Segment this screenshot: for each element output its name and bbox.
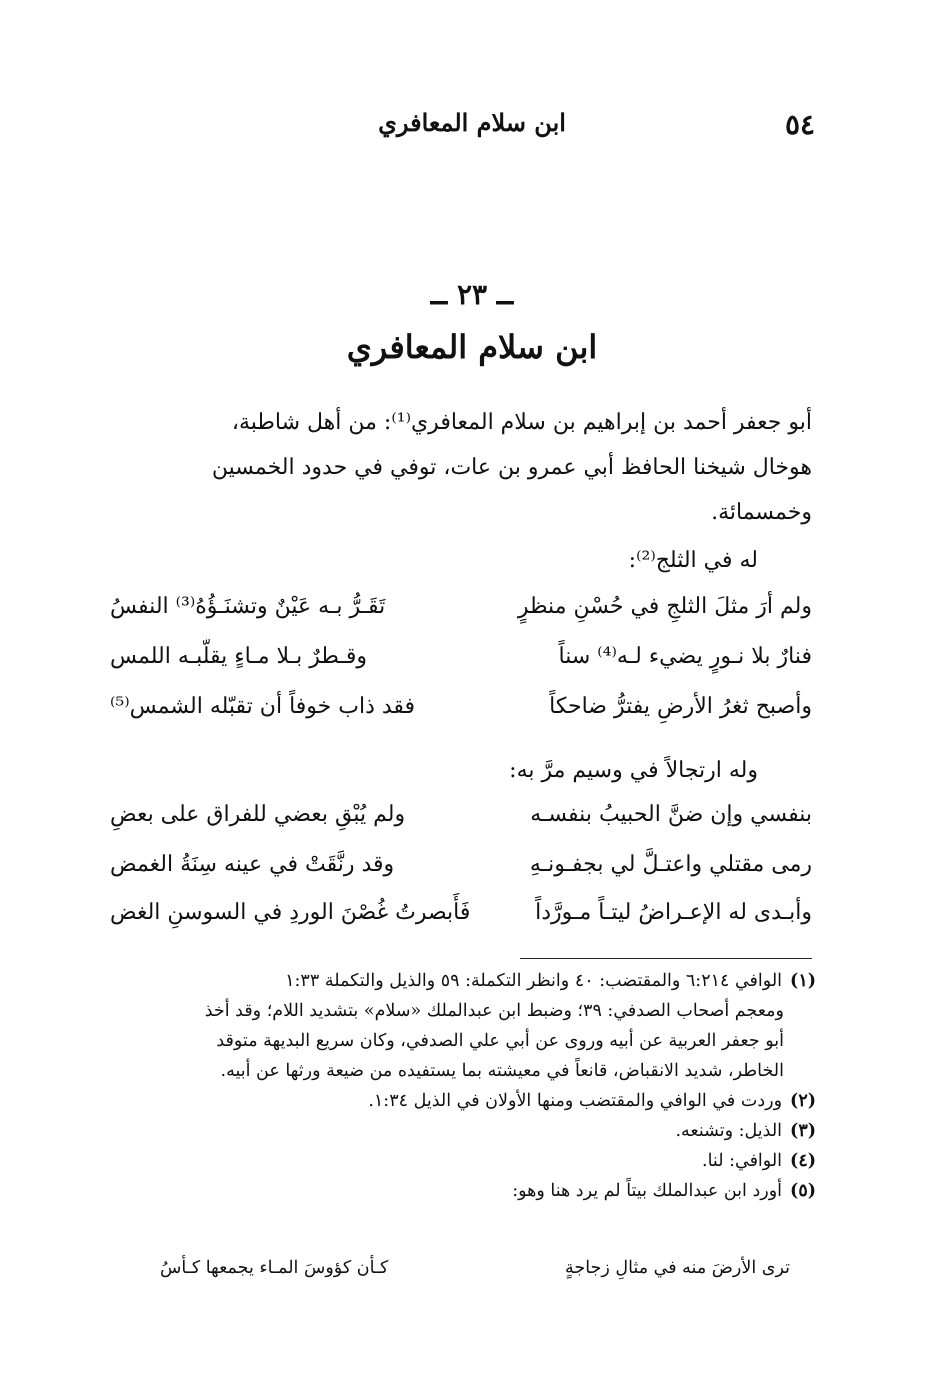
entry-title: ابن سلام المعافري bbox=[346, 328, 598, 366]
footnote-number: (٥) bbox=[790, 1181, 816, 1201]
verse-second-hemistich: فَأَبصرتُ غُصْنَ الوردِ في السوسنِ الغض bbox=[110, 900, 471, 925]
footnote-number: (٣) bbox=[790, 1121, 816, 1141]
verse-first-hemistich: فنارٌ بلا نـورٍ يضيء لـه⁽⁴⁾ سناً bbox=[558, 644, 812, 669]
poem-intro-label: وله ارتجالاً في وسيم مرَّ به: bbox=[509, 758, 758, 783]
verse-first-hemistich: وأصبح ثغرُ الأرضِ يفترُّ ضاحكاً bbox=[549, 694, 812, 719]
footnote-line bbox=[110, 1086, 816, 1116]
footnotes bbox=[110, 966, 816, 1206]
verse-line bbox=[110, 644, 812, 686]
verse-first-hemistich: بنفسي وإن ضنَّ الحبيبُ بنفسـه bbox=[530, 802, 812, 827]
verse-line bbox=[110, 900, 812, 942]
page-number: ٥٤ bbox=[785, 108, 816, 141]
verse-second-hemistich: تَقَـرُّ بـه عَيْنٌ وتشنَـؤُهُ⁽³⁾ النفسُ bbox=[110, 594, 386, 619]
verse-line bbox=[110, 852, 812, 894]
footnote-number: (٢) bbox=[790, 1091, 816, 1111]
running-title: ابن سلام المعافري bbox=[378, 108, 566, 137]
verse-first-hemistich: وأبـدى له الإعـراضُ ليتـاً مـورَّداً bbox=[535, 900, 812, 925]
paragraph-line: أبو جعفر أحمد بن إبراهيم بن سلام المعافري⁽¹⁾: من أهل شاطبة، bbox=[231, 410, 812, 435]
footnote-text: الذيل: وتشنعه. bbox=[675, 1121, 783, 1141]
verse-second-hemistich: وقـطرٌ بـلا مـاءٍ يقلّبـه اللمس bbox=[110, 644, 367, 669]
footnote-text: أورد ابن عبدالملك بيتاً لم يرد هنا وهو: bbox=[512, 1181, 783, 1201]
running-header bbox=[0, 108, 944, 148]
verse-second-hemistich: وقد رنَّقَتْ في عينه سِنَةُ الغمض bbox=[110, 852, 395, 877]
verse-line bbox=[110, 694, 812, 736]
footnote-separator bbox=[520, 958, 812, 959]
verse-line bbox=[110, 594, 812, 636]
paragraph-line: هوخال شيخنا الحافظ أبي عمرو بن عات، توفي في حدود الخمسين bbox=[211, 455, 812, 480]
verse-second-hemistich: فقد ذاب خوفاً أن تقبّله الشمس⁽⁵⁾ bbox=[110, 694, 416, 719]
biography-paragraph bbox=[110, 400, 812, 535]
entry-number: ــ ٢٣ ــ bbox=[430, 278, 514, 311]
footnote-text: الوافي ٦:٢١٤ والمقتضب: ٤٠ وانظر التكملة: ٥٩ والذيل والتكملة ١:٣٣ bbox=[285, 971, 783, 991]
verse-first-hemistich: ولم أرَ مثلَ الثلجِ في حُسْنِ منظرٍ bbox=[517, 594, 812, 619]
verse-line bbox=[110, 802, 812, 844]
footnote-line bbox=[110, 966, 816, 996]
verse-second-hemistich: ولم يُبْقِ بعضي للفراق على بعضِ bbox=[110, 802, 406, 827]
verse-first-hemistich: ترى الأرضَ منه في مثالِ زجاجةٍ bbox=[565, 1258, 790, 1278]
footnote-line bbox=[110, 1176, 816, 1206]
verse-second-hemistich: كـأن كؤوسَ المـاء يجمعها كـأسُ bbox=[160, 1258, 389, 1278]
footnote-text: الوافي: لنا. bbox=[702, 1151, 783, 1171]
footnote-line: الخاطر، شديد الانقباض، قانعاً في معيشته بما يستفيده من ضيعة ورثها عن أبيه. bbox=[220, 1061, 784, 1081]
footnote-line: أبو جعفر العربية عن أبيه وروى عن أبي علي الصدفي، وكان سريع البديهة متوقد bbox=[216, 1031, 784, 1051]
footnote-verse bbox=[160, 1258, 790, 1292]
footnote-number: (١) bbox=[790, 971, 816, 991]
footnote-line bbox=[110, 1116, 816, 1146]
verse-first-hemistich: رمى مقتلي واعتـلَّ لي بجفـونـهِ bbox=[529, 852, 812, 877]
paragraph-line: وخمسمائة. bbox=[711, 500, 812, 525]
footnote-number: (٤) bbox=[790, 1151, 816, 1171]
footnote-line bbox=[110, 1146, 816, 1176]
poem-intro-label: له في الثلج⁽²⁾: bbox=[628, 548, 758, 573]
footnote-line: ومعجم أصحاب الصدفي: ٣٩؛ وضبط ابن عبدالملك «سلام» بتشديد اللام؛ وقد أخذ bbox=[204, 1001, 784, 1021]
footnote-text: وردت في الوافي والمقتضب ومنها الأولان في الذيل ١:٣٤. bbox=[368, 1091, 783, 1111]
